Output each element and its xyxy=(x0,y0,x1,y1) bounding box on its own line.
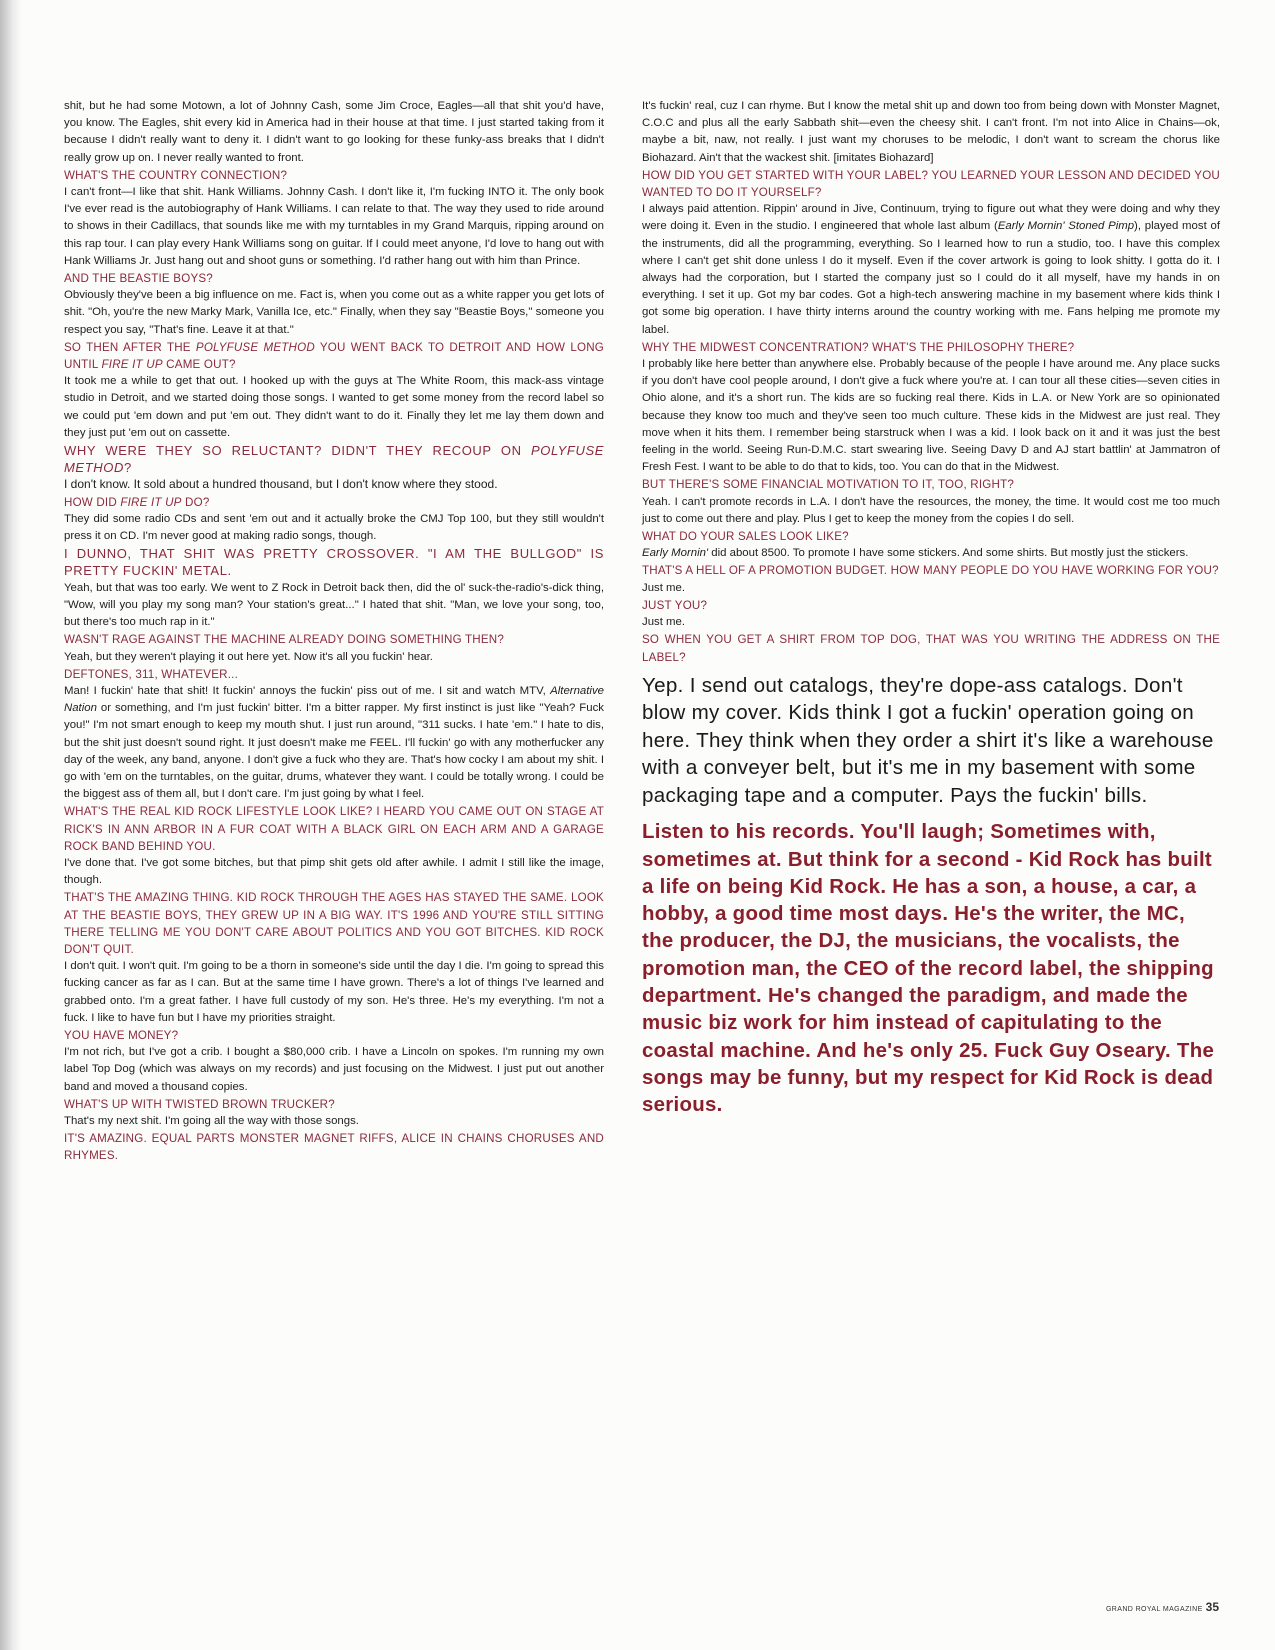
interview-question xyxy=(64,494,604,511)
text-run: WHY WERE THEY SO RELUCTANT? DIDN'T THEY RECOUP ON xyxy=(64,443,532,459)
right-column-interview xyxy=(642,98,1220,666)
interview-question: BUT THERE'S SOME FINANCIAL MOTIVATION TO IT, TOO, RIGHT? xyxy=(642,478,1015,492)
interview-question: IT'S AMAZING. EQUAL PARTS MONSTER MAGNET RIFFS, ALICE IN CHAINS CHORUSES AND RHYMES. xyxy=(64,1132,604,1163)
italic-title: POLYFUSE METHOD xyxy=(64,443,604,476)
text-run: SO THEN AFTER THE xyxy=(64,340,196,354)
interview-question: WHAT'S THE COUNTRY CONNECTION? xyxy=(64,168,288,182)
interview-answer: I'm not rich, but I've got a crib. I bought a $80,000 crib. I have a Lincoln on spokes. I'm running my own label Top Dog (which was always on my records) and just focusing on the Midwest. I just put out another band and moved a thousand copies. xyxy=(64,1046,604,1093)
interview-answer: I probably like here better than anywhere else. Probably because of the people I have around me. Any place sucks if you don't have cool people around, I don't give a fuck where you're at. I can tour all these cities—seven cities in Ohio alone, and it's a short run. The kids are so fucking real there. Kids in L.A. or New York are so opinionated because they know too much and they've seen too much culture. These kids in the Midwest are just real. They move when it hits them. I remember being starstruck when I was a kid. I look back on it and it was just the best feeling in the world. Seeing Run-D.M.C. start swearing live. Seeing Davy D and AJ start battlin' at Jammatron of Fresh Fest. I want to be able to do that to kids, too. You can do that in the Midwest. xyxy=(642,358,1220,474)
italic-title: Early Mornin' xyxy=(642,547,709,560)
interview-answer: They did some radio CDs and sent 'em out and it actually broke the CMJ Top 100, but they still wouldn't press it on CD. I'm never good at making radio songs, though. xyxy=(64,512,604,543)
left-column xyxy=(64,98,604,1165)
interview-question: I DUNNO, THAT SHIT WAS PRETTY CROSSOVER. "I AM THE BULLGOD" IS PRETTY FUCKIN' METAL. xyxy=(64,546,604,579)
italic-title: POLYFUSE METHOD xyxy=(195,340,315,354)
interview-answer: Yeah, but they weren't playing it out here yet. Now it's all you fuckin' hear. xyxy=(64,650,433,663)
interview-answer: I don't know. It sold about a hundred thousand, but I don't know where they stood. xyxy=(64,477,498,492)
interview-question: THAT'S THE AMAZING THING. KID ROCK THROUGH THE AGES HAS STAYED THE SAME. LOOK AT THE BEASTIE BOYS, THEY GREW UP IN A BIG WAY. IT'S 1996 AND YOU'RE STILL SITTING THERE TELLING ME YOU DON'T CARE ABOUT POLITICS AND YOU GOT BITCHES. KID ROCK DON'T QUIT. xyxy=(64,891,604,956)
interview-answer: It's fuckin' real, cuz I can rhyme. But I know the metal shit up and down too from being down with Monster Magnet, C.O.C and plus all the early Sabbath shit—even the cheesy shit. I can't front. I'm not into Alice in Chains—ok, maybe a bit, naw, not really. I just want my choruses to be melodic, I don't want to scream the chorus like Biohazard. Ain't that the wackest shit. [imitates Biohazard] xyxy=(642,100,1220,164)
closing-comment: Listen to his records. You'll laugh; Sometimes with, sometimes at. But think for a second - Kid Rock has built a life on being Kid Rock. He has a son, a house, a car, a hobby, a good time most days. He's the writer, the MC, the producer, the DJ, the musicians, the vocalists, the promotion man, the CEO of the record label, the shipping department. He's changed the paradigm, and made the music biz work for him instead of capitulating to the coastal machine. And he's only 25. Fuck Guy Oseary. The songs may be funny, but my respect for Kid Rock is dead serious. xyxy=(642,821,1215,1117)
text-run: ? xyxy=(123,460,132,476)
italic-title: FIRE IT UP xyxy=(101,358,163,372)
interview-answer: I don't quit. I won't quit. I'm going to be a thorn in someone's side until the day I die. I'm going to spread this fucking cancer as far as I can. But at the same time I have grown. There's a lot of things I've learned and grabbed onto. I'm a great father. I have full custody of my son. He's three. He's my everything. I'm not a fuck. I like to have fun but I have my priorities straight. xyxy=(64,960,604,1024)
interview-question: DEFTONES, 311, WHATEVER... xyxy=(64,667,238,681)
text-run: YOU WENT BACK TO DETROIT AND HOW LONG UNTIL xyxy=(64,340,605,372)
interview-question: WHAT DO YOUR SALES LOOK LIKE? xyxy=(642,530,849,544)
interview-question: WHY THE MIDWEST CONCENTRATION? WHAT'S THE PHILOSOPHY THERE? xyxy=(642,340,1075,354)
interview-answer: Obviously they've been a big influence on me. Fact is, when you come out as a white rapper you get lots of shit. "Oh, you're the new Marky Mark, Vanilla Ice, etc." Finally, when they say "Beastie Boys," someone you respect you say, "That's fine. Leave it at that." xyxy=(64,289,604,336)
text-run: ), played most of the instruments, did all the programming, everything. So I learned how to run a studio, too. I have this complex where I can't get shit done unless I do it myself. Even if the cover artwork is going to look shitty. I gotta do it. I always had the corporation, but I started the company just so I could do it all myself, have my hands in on everything. I set it up. Got my bar codes. Got a high-tech answering machine in my basement where kids think I got some big operation. I have thirty interns around the country working with me. Fans helping me promote my label. xyxy=(642,220,1220,336)
closing-answer: Yep. I send out catalogs, they're dope-ass catalogs. Don't blow my cover. Kids think I got a fuckin' operation going on here. They think when they order a shirt it's like a warehouse with a conveyer belt, but it's me in my basement with some packaging tape and a computer. Pays the fuckin' bills. xyxy=(642,673,1214,807)
text-run: HOW DID xyxy=(64,495,121,509)
interview-answer: I've done that. I've got some bitches, but that pimp shit gets old after awhile. I admit I still like the image, though. xyxy=(64,856,604,887)
text-run: Man! I fuckin' hate that shit! It fuckin' annoys the fuckin' piss out of me. I sit and watch MTV, xyxy=(64,684,551,697)
page-folio xyxy=(1106,1600,1219,1614)
interview-answer: Just me. xyxy=(642,581,686,594)
folio-magazine-name: GRAND ROYAL MAGAZINE xyxy=(1105,1606,1203,1613)
folio-page-number: 35 xyxy=(1205,1600,1219,1614)
interview-answer: That's my next shit. I'm going all the way with those songs. xyxy=(64,1114,359,1127)
interview-answer: I can't front—I like that shit. Hank Williams. Johnny Cash. I don't like it, I'm fucking INTO it. The only book I've ever read is the autobiography of Hank Williams. I can relate to that. The way they used to ride around to shows in their Cadillacs, that sounds like me with my turntables in my Grand Marquis, ripping around on this rap tour. I can play every Hank Williams song on guitar. If I could meet anyone, I'd love to hang out with Hank Williams Jr. Just hang out and shoot guns or something. I'd rather hang out with him than Prince. xyxy=(64,186,604,267)
interview-question: SO WHEN YOU GET A SHIRT FROM TOP DOG, THAT WAS YOU WRITING THE ADDRESS ON THE LABEL? xyxy=(642,633,1220,664)
text-run: DO? xyxy=(181,495,210,509)
right-column xyxy=(642,98,1220,1119)
text-run: I always paid attention. Rippin' around in Jive, Continuum, trying to figure out what they were doing and why they were doing it. Even in the studio. I engineered that whole last album ( xyxy=(642,203,1220,233)
interview-question: WHAT'S UP WITH TWISTED BROWN TRUCKER? xyxy=(64,1097,335,1111)
italic-title: Alternative Nation xyxy=(64,684,604,715)
interview-question: JUST YOU? xyxy=(642,598,708,612)
interview-answer xyxy=(642,545,1220,562)
text-run: CAME OUT? xyxy=(162,358,236,372)
interview-question: WHAT'S THE REAL KID ROCK LIFESTYLE LOOK LIKE? I HEARD YOU CAME OUT ON STAGE AT RICK'S IN ANN ARBOR IN A FUR COAT WITH A BLACK GIRL ON EACH ARM AND A GARAGE ROCK BAND BEHIND YOU. xyxy=(64,805,604,853)
interview-answer xyxy=(642,201,1220,339)
interview-answer: It took me a while to get that out. I hooked up with the guys at The White Room, this mack-ass vintage studio in Detroit, and we started doing those songs. I wanted to get some money from the record label so we could put 'em down and put 'em out. They didn't want to do it. Finally they let me lay them down and they just put 'em out on cassette. xyxy=(64,375,604,439)
interview-question: YOU HAVE MONEY? xyxy=(64,1028,179,1042)
binding-gutter-shadow xyxy=(0,0,22,1650)
interview-answer: Just me. xyxy=(642,616,686,629)
interview-question: THAT'S A HELL OF A PROMOTION BUDGET. HOW MANY PEOPLE DO YOU HAVE WORKING FOR YOU? xyxy=(642,564,1219,578)
text-run: or something, and I'm just fuckin' bitter. I'm a bitter rapper. My first instinct is just like "Yeah? Fuck you!" I'm not smart enough to keep my mouth shut. I just run around, "311 sucks. I hate 'em." I hate to dis, but the shit just doesn't sound right. It just doesn't make me FEEL. I'll fuckin' go with any motherfucker any day of the week, any band, anyone. I don't give a fuck who they are. That's how cocky I am about my shit. I go with 'em on the turntables, on the guitar, drums, whatever they want. I could be totally wrong. I could be the biggest ass of them all, but I don't care. I'm just going by what I feel. xyxy=(64,702,604,801)
interview-answer: Yeah. I can't promote records in L.A. I don't have the resources, the money, the time. It would cost me too much just to come out there and play. Plus I get to keep the money from the copies I do sell. xyxy=(642,495,1220,525)
text-run: did about 8500. To promote I have some stickers. And some shirts. But mostly just the stickers. xyxy=(708,547,1189,560)
interview-answer: shit, but he had some Motown, a lot of Johnny Cash, some Jim Croce, Eagles—all that shit you'd have, you know. The Eagles, shit every kid in America had in their house at that time. I just started taking from it because I didn't really want to deny it. I didn't want to go looking for these funky-ass breaks that I didn't really grow up on. I never really wanted to front. xyxy=(64,100,604,164)
interview-question xyxy=(64,339,604,373)
interview-question xyxy=(64,442,604,476)
interview-question: WASN'T RAGE AGAINST THE MACHINE ALREADY DOING SOMETHING THEN? xyxy=(64,633,505,647)
italic-title: FIRE IT UP xyxy=(120,495,182,509)
interview-answer: Yeah, but that was too early. We went to Z Rock in Detroit back then, did the ol' suck-the-radio's-dick thing, "Wow, will you play my song man? Your station's great..." I hated that shit. "Man, we love your song, too, but there's too much rap in it." xyxy=(64,581,604,629)
italic-title: Early Mornin' Stoned Pimp xyxy=(997,220,1135,233)
interview-answer xyxy=(64,683,604,803)
interview-question: AND THE BEASTIE BOYS? xyxy=(64,272,213,286)
interview-question: HOW DID YOU GET STARTED WITH YOUR LABEL? YOU LEARNED YOUR LESSON AND DECIDED YOU WANTED TO DO IT YOURSELF? xyxy=(642,168,1220,200)
